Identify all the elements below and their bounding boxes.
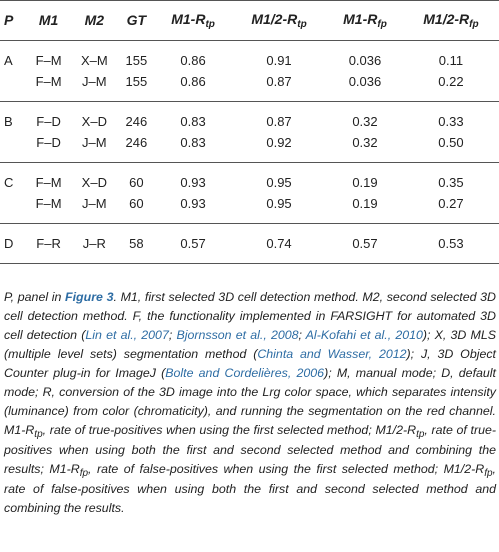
table-cell: 0.86 — [180, 53, 206, 68]
table-cell: 0.19 — [352, 175, 378, 190]
panel-cell: C — [4, 175, 14, 190]
results-table — [0, 0, 499, 264]
table-cell: 0.036 — [348, 53, 382, 68]
table-row — [0, 102, 499, 133]
table-cell: 0.92 — [231, 132, 327, 163]
table-footnote — [4, 288, 496, 518]
citation-link[interactable]: Bjornsson et al., 2008 — [176, 328, 299, 342]
table-cell: 0.50 — [403, 132, 499, 163]
table-cell: J–M — [71, 132, 117, 163]
footnote-text: , rate of false-positives when using both the first and second selected method and combining the results. — [4, 462, 496, 515]
table-cell: F–M — [26, 193, 71, 224]
table-cell: 155 — [118, 71, 156, 102]
table-cell: 0.35 — [438, 175, 464, 190]
table-cell: 60 — [118, 193, 156, 224]
table-cell: 0.95 — [231, 193, 327, 224]
footnote-text: ); J, 3D Object Counter plug-in for ImageJ ( — [4, 347, 496, 380]
panel-cell — [0, 132, 26, 163]
term: M1-R — [49, 462, 80, 476]
footnote-text: ); X, 3D MLS (multiple level sets) segmentation method ( — [4, 328, 496, 361]
footnote-text: ; — [168, 328, 177, 342]
footnote-text: ); M, manual mode; D, default mode; R, conversion of the 3D image into the Lrg color space, which separates intensity (luminance) from color (chromaticity), and running the segmentation on the red channel. — [4, 366, 496, 418]
table-row — [0, 224, 499, 264]
table-row — [0, 41, 499, 72]
table-row — [0, 132, 499, 163]
column-header-label: M1-R — [171, 11, 206, 27]
footnote-text: , rate of true-positives when using the first selected method; — [42, 423, 376, 437]
table-cell: 0.57 — [327, 224, 403, 264]
table-cell: 58 — [118, 224, 156, 264]
table-cell: F–R — [26, 224, 71, 264]
term-subscript: tp — [416, 429, 425, 440]
panel-cell: B — [4, 114, 13, 129]
term-subscript: fp — [79, 468, 89, 479]
table-cell: 0.11 — [438, 53, 464, 68]
column-header-label: M1/2-R — [423, 11, 470, 27]
panel-cell: A — [4, 53, 13, 68]
table-cell: 0.19 — [327, 193, 403, 224]
table-cell: 0.036 — [327, 71, 403, 102]
table-cell: X–D — [81, 175, 107, 190]
table-cell: 0.22 — [403, 71, 499, 102]
table-cell: F–D — [36, 114, 61, 129]
citation-link[interactable]: Bolte and Cordelières, 2006 — [165, 366, 325, 380]
column-header — [118, 1, 156, 41]
table-cell: F–M — [26, 71, 71, 102]
table-cell: 0.57 — [155, 224, 231, 264]
table-cell: 0.87 — [231, 71, 327, 102]
table-cell: 0.33 — [438, 114, 464, 129]
column-header — [231, 1, 327, 41]
table-cell: 0.32 — [327, 132, 403, 163]
table-cell: F–M — [35, 53, 62, 68]
term: M1/2-R — [375, 423, 417, 437]
table-cell: 0.91 — [266, 53, 292, 68]
column-header-subscript: fp — [377, 19, 387, 30]
table-cell: F–D — [26, 132, 71, 163]
column-header-label: M1-R — [343, 11, 378, 27]
table-cell: 155 — [125, 53, 148, 68]
column-header-label: P — [4, 12, 14, 28]
table-cell: 0.93 — [180, 175, 206, 190]
column-header — [26, 1, 71, 41]
table-cell: 246 — [118, 132, 156, 163]
figure-link[interactable]: Figure 3 — [65, 290, 114, 304]
table-cell: 0.32 — [352, 114, 378, 129]
table-cell: 60 — [129, 175, 144, 190]
column-header-label: GT — [126, 12, 147, 28]
column-header-subscript: tp — [205, 19, 215, 30]
term-subscript: tp — [34, 429, 43, 440]
table-cell: 246 — [125, 114, 148, 129]
footnote-text: . M1, first selected 3D cell detection method. M2, second selected 3D cell detection method. F, the functionality implemented in FARSIGHT for automated 3D cell detection ( — [4, 290, 496, 342]
citation-link[interactable]: Lin et al., 2007 — [85, 328, 169, 342]
footnote-text: P, panel in — [4, 290, 66, 304]
table-cell: 0.27 — [403, 193, 499, 224]
footnote-text: , rate of true-positives when using both the first and second selected method and combining the results; — [4, 423, 496, 476]
table-cell: J–M — [71, 71, 117, 102]
table-cell: X–D — [81, 114, 107, 129]
column-header — [71, 1, 117, 41]
table-cell: F–M — [35, 175, 62, 190]
table-cell: J–M — [71, 193, 117, 224]
column-header-label: M1/2-R — [251, 11, 298, 27]
column-header — [403, 1, 499, 41]
table-cell: 0.53 — [403, 224, 499, 264]
term-subscript: fp — [484, 468, 493, 479]
citation-link[interactable]: Chinta and Wasser, 2012 — [257, 347, 407, 361]
table-row — [0, 71, 499, 102]
table-row — [0, 193, 499, 224]
table-body — [0, 41, 499, 264]
panel-cell — [0, 71, 26, 102]
table-cell: 0.83 — [155, 132, 231, 163]
table-cell: J–R — [71, 224, 117, 264]
term: M1-R — [4, 423, 35, 437]
column-header-subscript: fp — [469, 19, 479, 30]
table-cell: 0.74 — [231, 224, 327, 264]
footnote-text: ; — [298, 328, 306, 342]
table-cell: 0.95 — [266, 175, 292, 190]
term: M1/2-R — [443, 462, 485, 476]
table-cell: 0.83 — [180, 114, 206, 129]
table-row — [0, 163, 499, 194]
column-header — [0, 1, 26, 41]
column-header — [327, 1, 403, 41]
table-cell: 0.93 — [155, 193, 231, 224]
column-header — [155, 1, 231, 41]
column-header-label: M2 — [84, 12, 105, 28]
column-header-label: M1 — [38, 12, 59, 28]
panel-cell — [0, 193, 26, 224]
column-header-subscript: tp — [297, 19, 307, 30]
table-cell: 0.86 — [155, 71, 231, 102]
panel-cell: D — [0, 224, 26, 264]
table-cell: 0.87 — [266, 114, 292, 129]
table-cell: X–M — [80, 53, 108, 68]
footnote-text: , rate of false-positives when using the first selected method; — [88, 462, 444, 476]
citation-link[interactable]: Al-Kofahi et al., 2010 — [305, 328, 423, 342]
header-row — [0, 1, 499, 41]
